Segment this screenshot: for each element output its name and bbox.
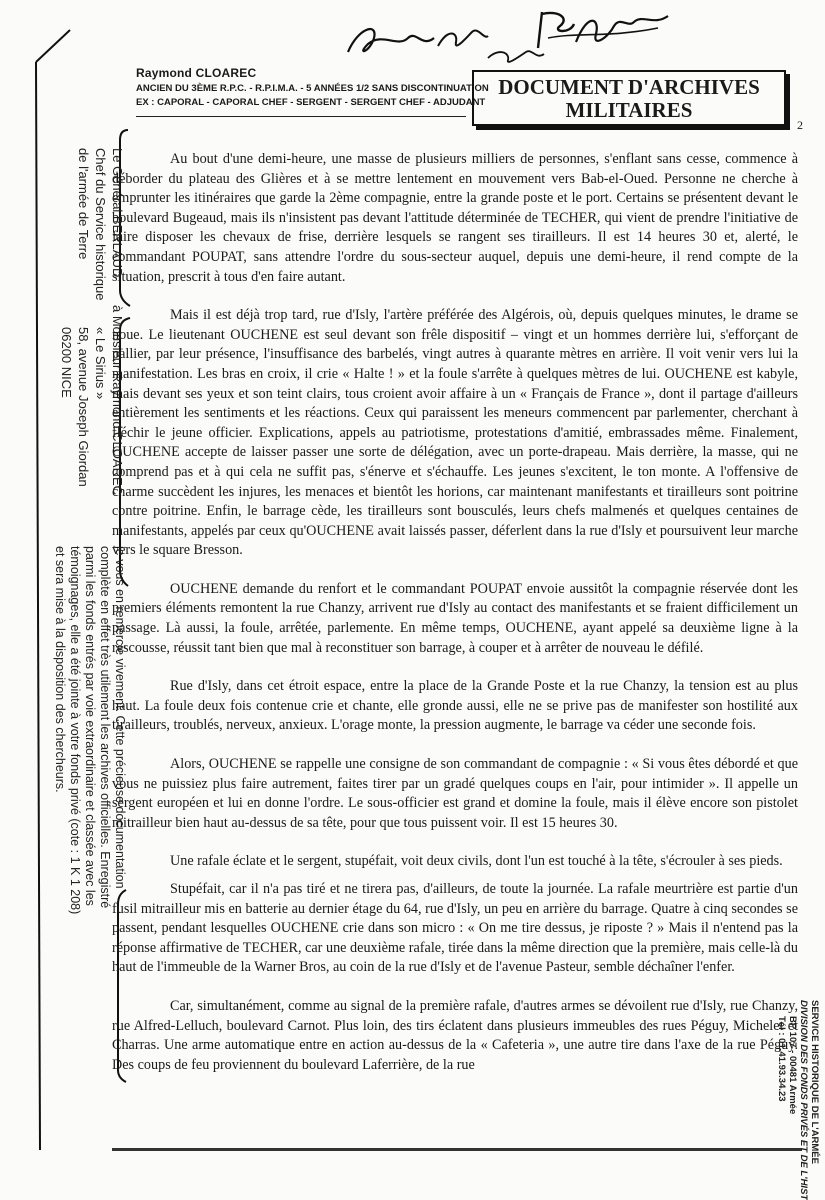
- paragraph: Au bout d'une demi-heure, une masse de plusieurs milliers de personnes, s'enflant sans cesse, commence à déborder du plateau des Glières et à se mettre lentement en mouvement vers Bab-el-Oued. Personne ne cherche à emprunter les itinéraires que garde la 2ème compagnie, entre la grande poste et le port. Certains se présentent devant le boulevard Bugeaud, mais ils n'insistent pas devant l'attitude déterminée de TECHER, qui vient de prendre l'initiative de faire disposer les chevaux de frise, derrière lesquels se rangent ses tirailleurs. Il est 14 heures 30 et, alerté, le commandant POUPAT, sans attendre l'ordre du sous-secteur auquel, depuis une demi-heure, il rend compte de la situation, prescrit à tous d'en faire autant.: [112, 151, 798, 285]
- handwritten-signature: [338, 8, 698, 72]
- title-line-2: MILITAIRES: [565, 98, 693, 122]
- recipient-line: 06200 NICE: [59, 327, 74, 398]
- paragraph: Rue d'Isly, dans cet étroit espace, entre la place de la Grande Poste et la rue Chanzy, la tension est au plus haut. La foule deux fois contenue crie et chante, elle gronde aussi, elle ne se prive pas de manifester son hostilité aux tirailleurs, troublés, nerveux, anxieux. L'orage monte, la pression augmente, le barrage va céder une seconde fois.: [112, 678, 798, 734]
- author-name: Raymond CLOAREC: [136, 66, 257, 80]
- letter-line: parmi les fonds entrés par voie extraordinaire et classée avec les: [83, 546, 97, 906]
- recipient-line: 58, avenue Joseph Giordan: [76, 327, 91, 487]
- author-block: [136, 66, 489, 108]
- stamp-line: SERVICE HISTORIQUE DE L'ARMÉE: [809, 1000, 820, 1164]
- paragraph: Une rafale éclate et le sergent, stupéfait, voit deux civils, dont l'un est touché à la tête, s'écrouler à ses pieds.: [170, 853, 783, 870]
- paragraph: Stupéfait, car il n'a pas tiré et ne tirera pas, d'ailleurs, de toute la journée. La rafale meurtrière est partie d'un fusil mitrailleur mis en batterie au dernier étage du 64, rue d'Isly, un peu en arrière du barrage. Quatre à cinq secondes se passent, pendant lesquelles OUCHENE crie dans son micro : « On me tire dessus, je riposte ? » Mais il n'entend pas la réponse affirmative de TECHER, car une deuxième rafale, tirée dans la même direction que la première, mais celle-là du haut de l'immeuble de la Warner Bros, au coin de la rue d'Isly et de l'avenue Pasteur, semble déchaîner l'enfer.: [112, 881, 798, 976]
- letter-line: et sera mise à la disposition des chercheurs.: [53, 546, 67, 793]
- addressee-line: Le Général BERLAUD: [110, 148, 125, 278]
- page-number: 2: [797, 118, 803, 132]
- paragraph: OUCHENE demande du renfort et le commandant POUPAT envoie aussitôt la compagnie réservée dont les premiers éléments remontent la rue Chanzy, arrivent rue d'Isly au contact des manifestants et se fraient difficilement un passage. Là aussi, la foule, arrêtée, parlemente. En même temps, OUCHENE, ayant appelé sa deuxième ligne à la rescousse, réussit tant bien que mal à reconstituer son barrage, à couper et à arrêter de nouveau le défilé.: [112, 580, 798, 656]
- archive-stamp: [776, 1000, 820, 1200]
- paragraph: Alors, OUCHENE se rappelle une consigne de son commandant de compagnie : « Si vous êtes débordé et que vous ne puissiez plus faire autrement, faites tirer par un gradé quelques coups en l'air, pour intimider ». Il appelle un sergent européen et lui en donne l'ordre. Le sous-officier est grand et domine la foule, mais il élève encore son pistolet mitrailleur bien haut au-dessus de sa tête, pour que tous puissent voir. Il est 15 heures 30.: [112, 756, 798, 831]
- corner-mark: [36, 30, 70, 62]
- document-title: [472, 70, 786, 126]
- stamp-line: Tél : 01.41.93.34.23: [776, 1016, 787, 1102]
- paragraph: Mais il est déjà trop tard, rue d'Isly, l'artère préférée des Algérois, où, depuis quelques minutes, le drame se noue. Le lieutenant OUCHENE est seul devant son frêle dispositif – vingt et un hommes derrière lui, s'efforçant de pallier, par leur présence, l'insuffisance des barbelés, vingt autres à quarante mètres en arrière. Il voit venir vers lui la manifestation. Les bras en croix, il crie « Halte ! » et la foule s'arrête à quelques mètres de lui. OUCHENE est kabyle, mais devant ses yeux et son teint clairs, tous croient avoir affaire à un « Français de France », dont il partage d'ailleurs entièrement les sentiments et les réactions. Ceux qui paraissent les meneurs commencent par parlementer, cherchant à fléchir le jeune officier. Explications, appels au patriotisme, protestations d'amitié, embrassades même. Finalement, OUCHENE accepte de laisser passer une sorte de délégation, avec un porte-drapeau. Mais derrière, la masse, qui ne comprend pas et à qui cela ne suffit pas, s'énerve et s'échauffe. Les jeunes s'excitent, le ton monte. A l'offensive de charme succèdent les injures, les menaces et bientôt les horions, car maintenant manifestants et tirailleurs sont poitrine contre poitrine. Enfin, le barrage cède, les tirailleurs sont bousculés, leurs chefs malmenés et quelques centaines de manifestants, appelés par ceux qu'OUCHENE avait laissés passer, déferlent dans la rue d'Isly et poursuivent leur marche vers le square Bresson.: [112, 307, 798, 559]
- title-line-1: DOCUMENT D'ARCHIVES: [498, 75, 760, 99]
- recipient-line: « Le Sirius »: [93, 327, 108, 400]
- stamp-line: DIVISION DES FONDS PRIVÉS ET DE L'HIST: [798, 1000, 809, 1200]
- author-ranks: EX : CAPORAL - CAPORAL CHEF - SERGENT - SERGENT CHEF - ADJUDANT: [136, 97, 486, 108]
- stamp-line: BP 107 - 00481 Armée: [787, 1016, 798, 1115]
- recipient-line: à Monsieur Raymond CLOAREC: [110, 305, 125, 496]
- article-body: [112, 150, 798, 1075]
- letter-line: complète en effet très utilement les archives officielles. Enregistré: [98, 546, 112, 909]
- left-edge-line: [36, 62, 40, 1150]
- paragraph: Car, simultanément, comme au signal de la première rafale, d'autres armes se dévoilent rue d'Isly, rue Chanzy, rue Alfred-Lelluch, boulevard Carnot. Plus loin, des tirs éclatent dans plusieurs immeubles des rues Péguy, Michelet et Charras. Une arme automatique entre en action au-dessus de la « Cafeteria », une autre tire dans l'axe de la rue Péguy. Des coups de feu proviennent du boulevard Laferrière, de la rue: [112, 997, 798, 1073]
- header-divider: [136, 116, 466, 117]
- addressee-line: Chef du Service historique: [93, 148, 108, 301]
- letter-line: témoignages, elle a été jointe à votre fonds privé (cote : 1 K 1 208): [68, 546, 82, 915]
- bottom-divider: [112, 1148, 802, 1151]
- addressee-line: de l'armée de Terre: [76, 148, 91, 260]
- letter-line: je vous en remercie vivement. Cette précieuse documentation: [113, 546, 127, 889]
- author-service: ANCIEN DU 3ÈME R.P.C. - R.P.I.M.A. - 5 ANNÉES 1/2 SANS DISCONTINUATION: [136, 83, 489, 94]
